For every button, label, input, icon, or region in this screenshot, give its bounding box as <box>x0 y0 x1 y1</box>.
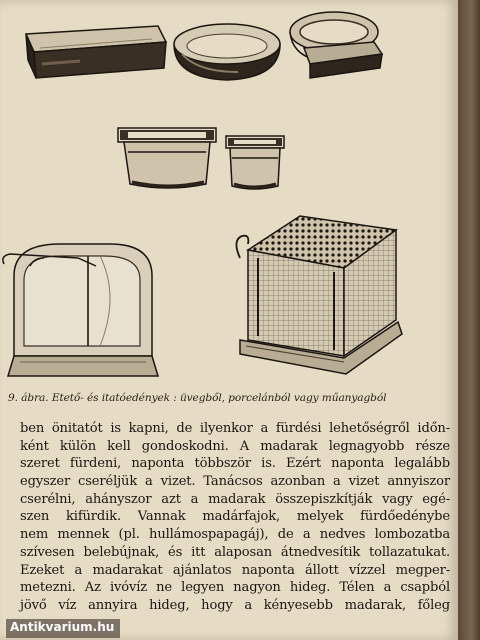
body-paragraph <box>20 420 450 615</box>
text-line: ben önitatót is kapni, de ilyenkor a fürdési lehetőségről időn- <box>20 421 450 436</box>
watermark: Antikvarium.hu <box>6 619 120 638</box>
text-line: egyszer cseréljük a vizet. Tanácsos azonban a vizet annyiszor <box>20 474 450 490</box>
figure-caption-text: Etető- és itatóedények : üvegből, porcelánból vagy műanyagból <box>51 392 387 404</box>
text-line: ként külön kell gondoskodni. A madarak legnagyobb része <box>20 438 450 454</box>
text-line: metezni. Az ivóvíz ne legyen nagyon hideg. Télen a csapból <box>20 580 450 596</box>
book-spine-shadow <box>458 0 480 640</box>
text-line: szen kifürdik. Vannak madárfajok, melyek fürdőedénybe <box>20 509 450 525</box>
text-line: szeret fürdeni, naponta többször is. Ezért naponta legalább <box>20 456 450 472</box>
text-line: szívesen belebújnak, és itt alaposan átnedvesítik tollazatukat. <box>20 544 450 560</box>
large-cage-cup-illustration <box>114 126 224 196</box>
screened-bath-cage-illustration <box>228 210 404 382</box>
small-cage-cup-illustration <box>224 134 288 196</box>
round-bowl-illustration <box>168 14 286 86</box>
figure-caption <box>8 392 453 404</box>
text-line: nem mennek (pl. hullámospapagáj), de a nedves lombozatba <box>20 527 450 543</box>
text-line: Ezeket a madarakat ajánlatos naponta állott vízzel megper- <box>20 562 450 578</box>
text-line: cserélni, ahányszor azt a madarak összepiszkítják vagy egé- <box>20 491 450 507</box>
glass-bath-house-illustration <box>0 236 170 382</box>
text-line: jövő víz annyira hideg, hogy a kényesebb madarak, főleg <box>20 597 450 613</box>
figure-caption-label: 9. ábra. <box>8 392 49 404</box>
clip-on-ring-feeder-illustration <box>286 6 386 84</box>
rectangular-trough-illustration <box>20 12 168 84</box>
